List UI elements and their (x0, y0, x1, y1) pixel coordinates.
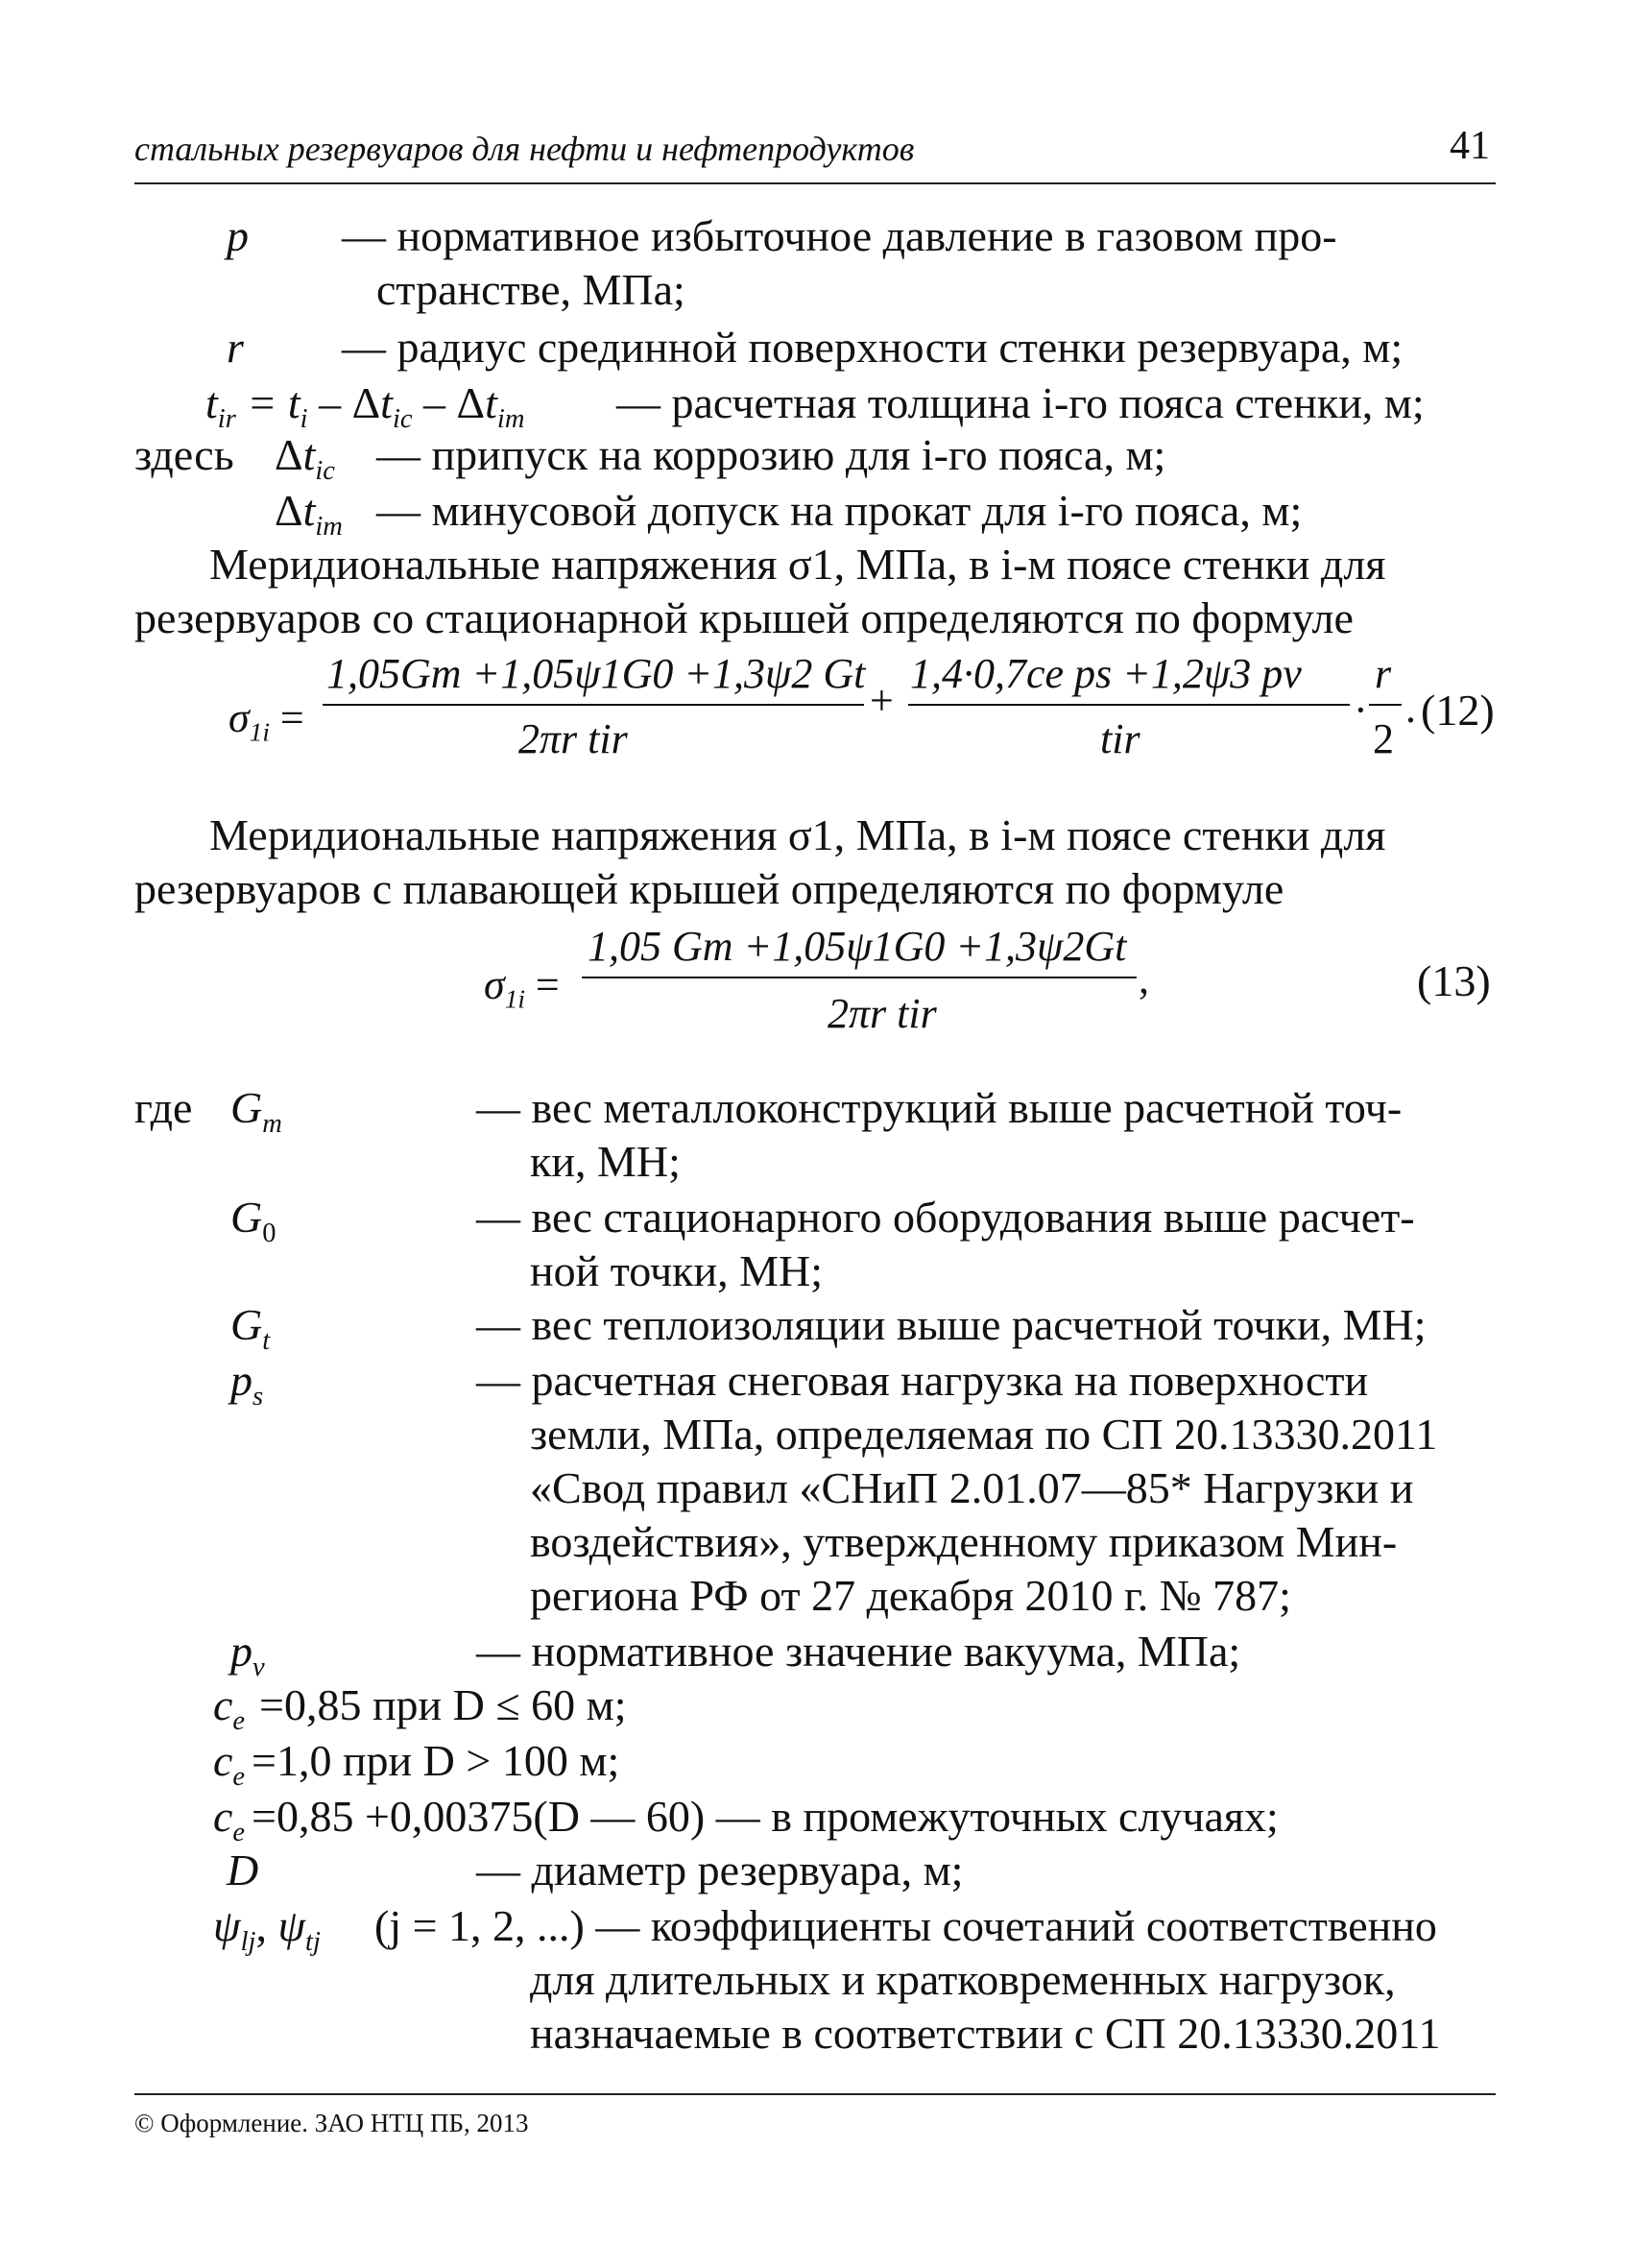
formula13-den: 2πr tir (828, 990, 937, 1037)
formula13-comma: , (1139, 955, 1149, 1002)
symbol-G0: $G_0$ (230, 1193, 276, 1248)
def-ce-3: =0,85 +0,00375(D — 60) — в промежуточных случаях; (252, 1792, 1279, 1841)
symbol-Gm: $G_m$ (230, 1083, 282, 1139)
symbol-dtic: $\Delta t_{ic}$ (275, 430, 335, 486)
def-psi-line2: для длительных и кратковременных нагрузок, (530, 1955, 1396, 2004)
para1-line1: Меридиональные напряжения σ1, МПа, в i-м поясе стенки для (209, 540, 1386, 589)
formula12-number: (12) (1421, 686, 1495, 735)
def-ps-line4: воздействия», утвержденному приказом Мин- (530, 1517, 1398, 1566)
def-Gm-line1: — вес металлоконструкций выше расчетной точ- (476, 1083, 1403, 1132)
def-p-line2: странстве, МПа; (376, 265, 685, 314)
symbol-psi: $\psi_{lj}$, $\psi_{tj}$ (213, 1901, 321, 1957)
formula12-period: . (1405, 685, 1416, 732)
footer-copyright: © Оформление. ЗАО НТЦ ПБ, 2013 (134, 2109, 529, 2137)
formula12-den1: 2πr tir (518, 715, 628, 762)
label-gde: где (134, 1083, 193, 1132)
header-title: стальных резервуаров для нефти и нефтепродуктов (134, 130, 915, 168)
def-ce-2: =1,0 при D > 100 м; (252, 1736, 620, 1785)
formula12-num2: 1,4·0,7ce ps +1,2ψ3 pv (910, 650, 1302, 697)
def-psi-line1: (j = 1, 2, ...) — коэффициенты сочетаний соответственно (374, 1901, 1437, 1950)
label-zdes: здесь (134, 430, 234, 479)
def-ps-line3: «Свод правил «СНиП 2.01.07—85* Нагрузки и (530, 1463, 1414, 1512)
symbol-tir-formula: $t_{ir} = t_i - \Delta t_{ic} - \Delta t_{im}$ (205, 378, 525, 434)
formula13-num: 1,05 Gm +1,05ψ1G0 +1,3ψ2Gt (588, 923, 1127, 970)
footer-rule (134, 2093, 1496, 2095)
def-D: — диаметр резервуара, м; (476, 1846, 964, 1894)
formula12-bar1 (323, 704, 864, 706)
running-header (134, 123, 1496, 184)
def-ps-line1: — расчетная снеговая нагрузка на поверхности (476, 1356, 1369, 1405)
formula12-bar3 (1369, 704, 1402, 706)
def-ce-1: =0,85 при D ≤ 60 м; (259, 1680, 627, 1729)
def-r: — радиус срединной поверхности стенки резервуара, м; (342, 323, 1404, 372)
symbol-D: D (227, 1846, 259, 1894)
symbol-r: r (227, 323, 244, 372)
def-G0-line1: — вес стационарного оборудования выше расчет- (476, 1193, 1415, 1242)
formula12-plus: + (870, 677, 894, 724)
symbol-ce-3: $c_e$ (213, 1792, 246, 1847)
para2-line2: резервуаров с плавающей крышей определяются по формуле (134, 864, 1284, 913)
para1-line2: резервуаров со стационарной крышей определяются по формуле (134, 593, 1354, 642)
formula12-num1: 1,05Gm +1,05ψ1G0 +1,3ψ2 Gt (326, 650, 866, 697)
para2-line1: Меридиональные напряжения σ1, МПа, в i-м поясе стенки для (209, 810, 1386, 859)
symbol-p: p (227, 211, 249, 260)
def-Gm-line2: ки, МН; (530, 1137, 681, 1186)
formula13-number: (13) (1417, 956, 1491, 1005)
symbol-ce-2: $c_e$ (213, 1736, 246, 1792)
def-ps-line5: региона РФ от 27 декабря 2010 г. № 787; (530, 1571, 1291, 1620)
symbol-dtim: $\Delta t_{im}$ (275, 486, 343, 542)
def-dtic: — припуск на коррозию для i-го пояса, м; (376, 430, 1166, 479)
formula12-two: 2 (1373, 715, 1394, 762)
def-dtim: — минусовой допуск на прокат для i-го пояса, м; (376, 486, 1303, 535)
formula13-lhs: $\sigma_{1i}$ = (484, 961, 560, 1014)
def-G0-line2: ной точки, МН; (530, 1246, 824, 1295)
formula12-bar2 (908, 704, 1350, 706)
formula13-bar (582, 977, 1137, 978)
page-number: 41 (1450, 124, 1490, 168)
def-psi-line3: назначаемые в соответствии с СП 20.13330.2011 (530, 2009, 1441, 2058)
formula12-dot: · (1354, 687, 1368, 734)
def-tir: — расчетная толщина i-го пояса стенки, м; (616, 378, 1425, 427)
formula12-r: r (1375, 650, 1392, 697)
symbol-ps: $p_s$ (230, 1356, 264, 1411)
def-p-line1: — нормативное избыточное давление в газовом про- (342, 211, 1337, 260)
formula12-lhs: $\sigma_{1i}$ = (228, 694, 304, 747)
formula12-den2: tir (1100, 715, 1140, 762)
def-pv: — нормативное значение вакуума, МПа; (476, 1627, 1241, 1676)
symbol-pv: $p_v$ (230, 1627, 265, 1682)
symbol-ce-1: $c_e$ (213, 1680, 246, 1736)
symbol-Gt: $G_t$ (230, 1300, 271, 1356)
def-Gt: — вес теплоизоляции выше расчетной точки, МН; (476, 1300, 1427, 1349)
def-ps-line2: земли, МПа, определяемая по СП 20.13330.2011 (530, 1410, 1438, 1459)
